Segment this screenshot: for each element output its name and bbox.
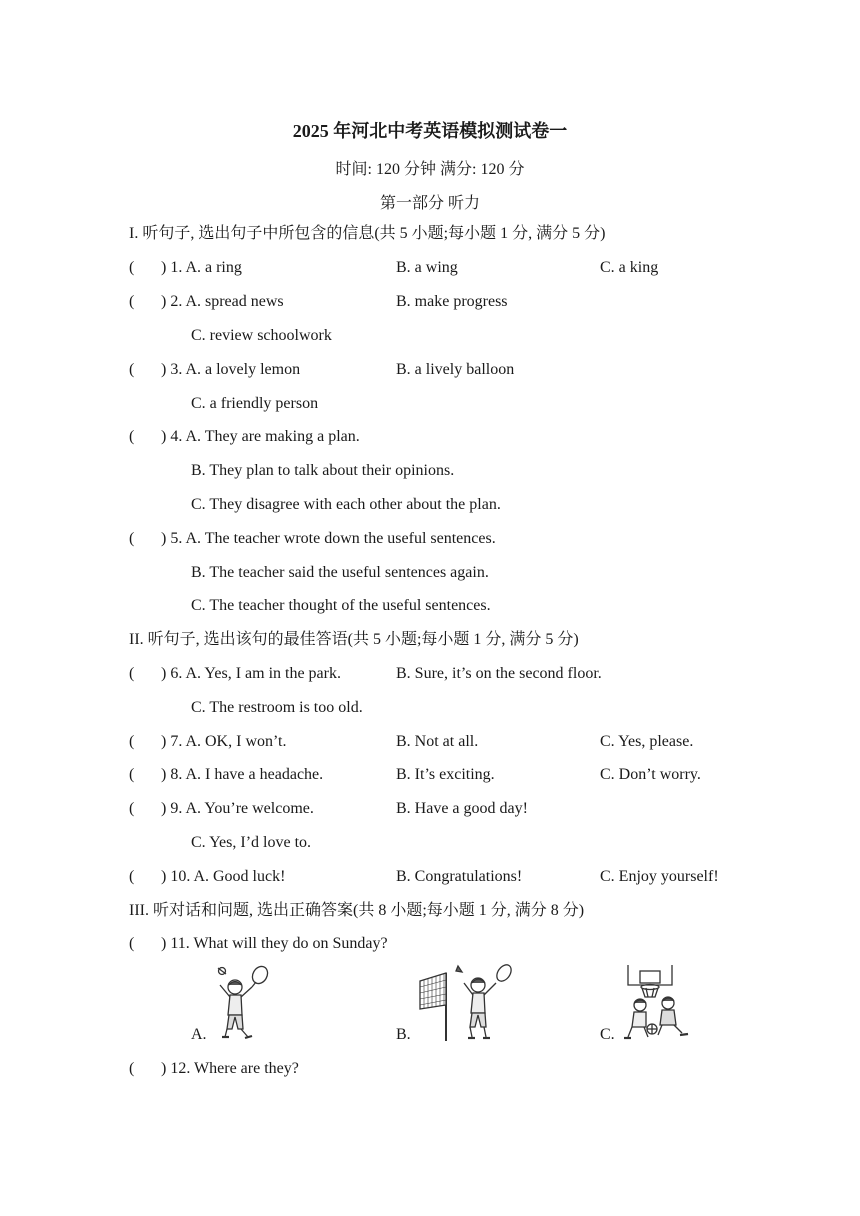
question-4-option-b: B. They plan to talk about their opinions.: [191, 462, 455, 479]
badminton-net-player-illustration: [418, 963, 514, 1043]
answer-paren: (: [129, 733, 135, 750]
question-8-option-c: C. Don’t worry.: [600, 766, 701, 783]
question-9-option-c: C. Yes, I’d love to.: [191, 834, 312, 851]
tennis-player-illustration: [208, 965, 272, 1041]
answer-paren: (: [129, 293, 135, 310]
question-2-option-a: ) 2. A. spread news: [161, 293, 284, 310]
answer-paren: (: [129, 1060, 135, 1077]
question-7-option-c: C. Yes, please.: [600, 733, 694, 750]
question-3-option-a: ) 3. A. a lovely lemon: [161, 361, 301, 378]
question-9-option-b: B. Have a good day!: [396, 800, 528, 817]
question-7-option-b: B. Not at all.: [396, 733, 479, 750]
question-10-option-b: B. Congratulations!: [396, 868, 523, 885]
answer-paren: (: [129, 766, 135, 783]
answer-paren: (: [129, 800, 135, 817]
answer-paren: (: [129, 530, 135, 547]
answer-paren: (: [129, 868, 135, 885]
question-1-option-b: B. a wing: [396, 259, 458, 276]
question-2-option-c: C. review schoolwork: [191, 327, 332, 344]
question-4-option-a: ) 4. A. They are making a plan.: [161, 428, 360, 445]
question-4-option-c: C. They disagree with each other about the plan.: [191, 496, 501, 513]
question-6-option-b: B. Sure, it’s on the second floor.: [396, 665, 602, 682]
question-12-prompt: ) 12. Where are they?: [161, 1060, 299, 1077]
exam-title: 2025 年河北中考英语模拟测试卷一: [292, 121, 568, 141]
question-9-option-a: ) 9. A. You’re welcome.: [161, 800, 314, 817]
question-5-option-a: ) 5. A. The teacher wrote down the useful sentences.: [161, 530, 496, 547]
question-3-option-b: B. a lively balloon: [396, 361, 515, 378]
question-5-option-c: C. The teacher thought of the useful sentences.: [191, 597, 491, 614]
answer-paren: (: [129, 428, 135, 445]
question-6-option-c: C. The restroom is too old.: [191, 699, 363, 716]
question-1-option-a: ) 1. A. a ring: [161, 259, 242, 276]
question-2-option-b: B. make progress: [396, 293, 508, 310]
question-6-option-a: ) 6. A. Yes, I am in the park.: [161, 665, 341, 682]
question-11-prompt: ) 11. What will they do on Sunday?: [161, 935, 388, 952]
question-3-option-c: C. a friendly person: [191, 395, 319, 412]
question-7-option-a: ) 7. A. OK, I won’t.: [161, 733, 287, 750]
question-10-option-c: C. Enjoy yourself!: [600, 868, 719, 885]
answer-paren: (: [129, 361, 135, 378]
exam-time-score: 时间: 120 分钟 满分: 120 分: [335, 161, 525, 178]
section-3-heading: III. 听对话和问题, 选出正确答案(共 8 小题;每小题 1 分, 满分 8 分): [129, 902, 585, 919]
answer-paren: (: [129, 935, 135, 952]
question-1-option-c: C. a king: [600, 259, 659, 276]
question-8-option-b: B. It’s exciting.: [396, 766, 495, 783]
question-5-option-b: B. The teacher said the useful sentences again.: [191, 564, 489, 581]
part-heading: 第一部分 听力: [379, 195, 480, 212]
question-11-option-b-label: B.: [396, 1026, 411, 1043]
section-1-heading: I. 听句子, 选出句子中所包含的信息(共 5 小题;每小题 1 分, 满分 5 分): [129, 225, 606, 242]
question-11-option-c-label: C.: [600, 1026, 615, 1043]
question-11-option-a-label: A.: [191, 1026, 207, 1043]
answer-paren: (: [129, 665, 135, 682]
question-10-option-a: ) 10. A. Good luck!: [161, 868, 286, 885]
basketball-players-illustration: [622, 963, 696, 1043]
answer-paren: (: [129, 259, 135, 276]
section-2-heading: II. 听句子, 选出该句的最佳答语(共 5 小题;每小题 1 分, 满分 5 分): [129, 631, 579, 648]
question-8-option-a: ) 8. A. I have a headache.: [161, 766, 324, 783]
